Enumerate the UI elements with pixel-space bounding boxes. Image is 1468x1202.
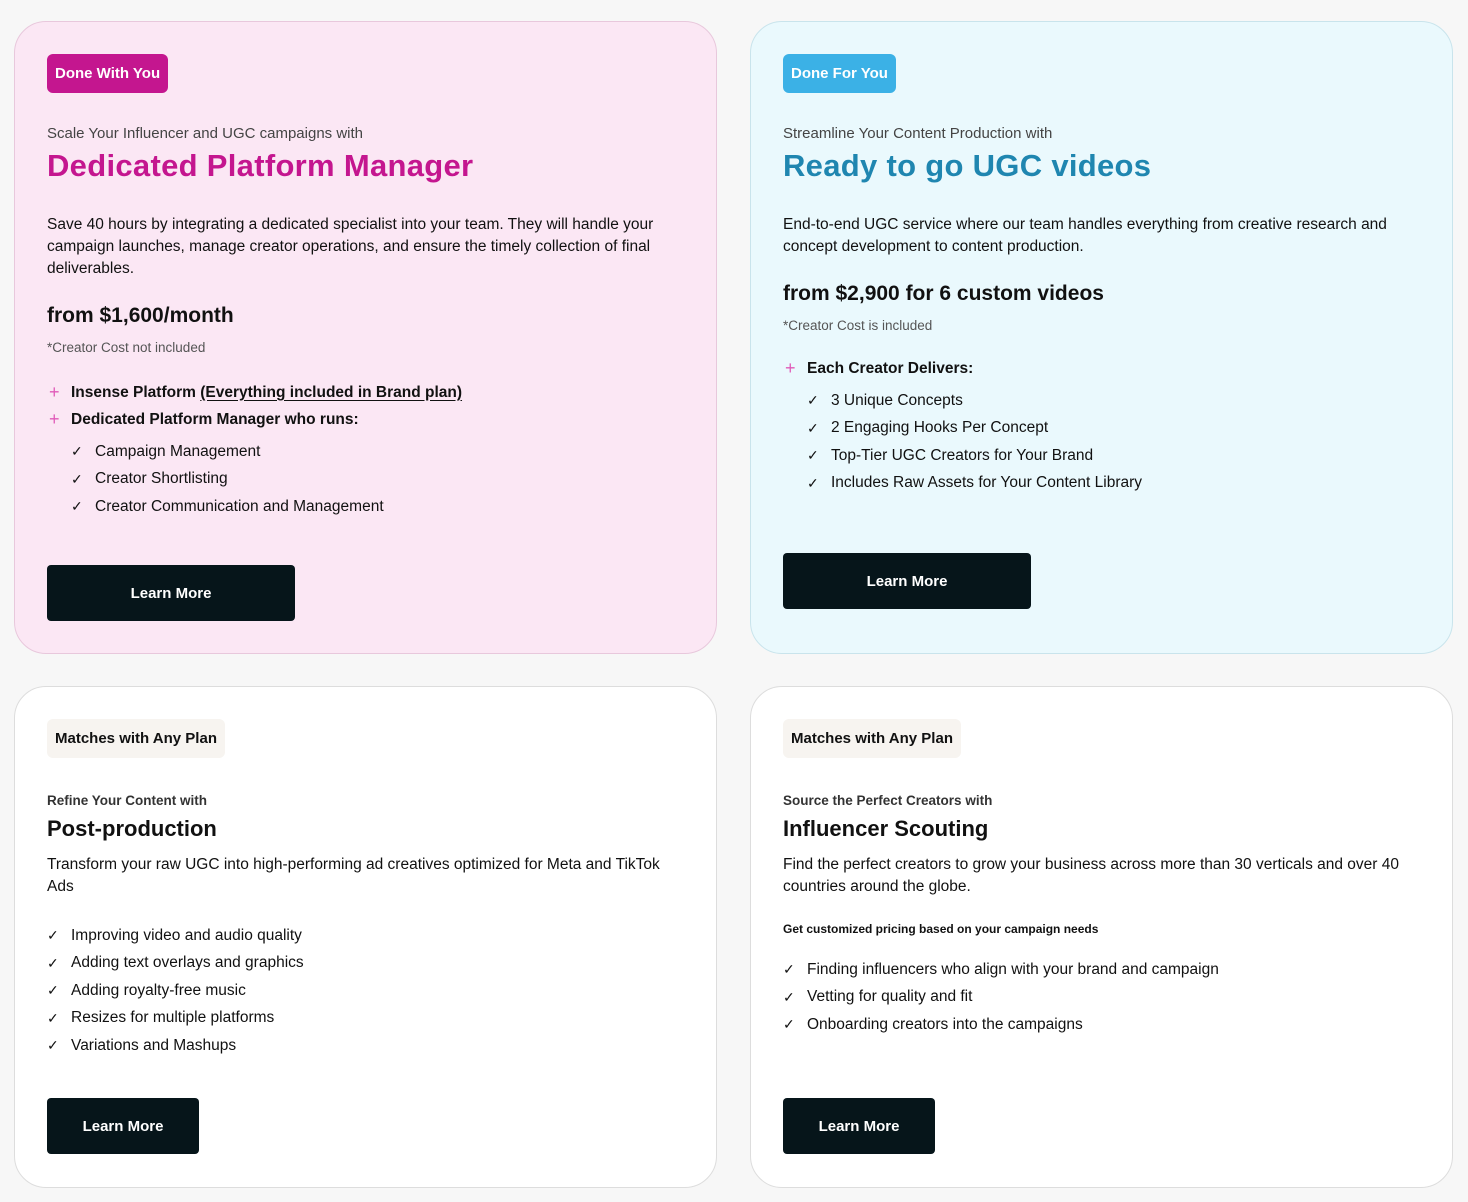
check-icon: ✓	[71, 498, 83, 515]
badge: Done With You	[47, 54, 168, 93]
check-icon: ✓	[807, 419, 819, 436]
plus-icon: +	[49, 409, 60, 429]
check-item: ✓ Campaign Management	[71, 442, 261, 460]
badge: Matches with Any Plan	[47, 719, 225, 758]
badge: Matches with Any Plan	[783, 719, 961, 758]
check-icon: ✓	[71, 470, 83, 487]
check-item: ✓ Adding text overlays and graphics	[47, 954, 304, 972]
card-title: Post-production	[47, 816, 217, 841]
check-item: ✓ Resizes for multiple platforms	[47, 1009, 275, 1027]
card-description: Find the perfect creators to grow your business across more than 30 verticals and over 40 countries around the globe.	[783, 856, 1399, 895]
brand-plan-link[interactable]: (Everything included in Brand plan)	[200, 383, 463, 401]
price-note: *Creator Cost not included	[47, 340, 206, 355]
check-item: ✓ Includes Raw Assets for Your Content Library	[807, 474, 1143, 492]
check-icon: ✓	[47, 982, 59, 999]
card-description: Transform your raw UGC into high-performing ad creatives optimized for Meta and TikTok Ads	[47, 856, 660, 895]
check-icon: ✓	[47, 1009, 59, 1026]
card-done-for-you	[750, 21, 1453, 654]
learn-more-button[interactable]: Learn More	[783, 1098, 935, 1154]
badge: Done For You	[783, 54, 896, 93]
check-icon: ✓	[807, 447, 819, 464]
card-title: Ready to go UGC videos	[783, 148, 1152, 183]
card-pretitle: Refine Your Content with	[47, 793, 207, 808]
check-icon: ✓	[71, 443, 83, 460]
card-post-production	[14, 686, 717, 1188]
price: from $2,900 for 6 custom videos	[783, 282, 1104, 305]
plus-item: + Each Creator Delivers:	[785, 358, 974, 378]
check-item: ✓ Improving video and audio quality	[47, 926, 302, 944]
check-item: ✓ Adding royalty-free music	[47, 981, 246, 999]
check-icon: ✓	[783, 1016, 795, 1033]
card-pretitle: Scale Your Influencer and UGC campaigns with	[47, 125, 364, 142]
check-icon: ✓	[47, 954, 59, 971]
price-note: *Creator Cost is included	[783, 318, 933, 333]
learn-more-button[interactable]: Learn More	[783, 553, 1031, 609]
plus-item: + Dedicated Platform Manager who runs:	[49, 409, 359, 429]
card-influencer-scouting	[750, 686, 1453, 1188]
check-item: ✓ Onboarding creators into the campaigns	[783, 1015, 1083, 1033]
check-item: ✓ Creator Communication and Management	[71, 497, 384, 515]
check-item: ✓ Creator Shortlisting	[71, 470, 228, 488]
card-description: End-to-end UGC service where our team handles everything from creative research and concept development to content production.	[783, 216, 1387, 255]
check-item: ✓ Variations and Mashups	[47, 1036, 237, 1054]
check-item: ✓ 3 Unique Concepts	[807, 391, 963, 409]
card-title: Influencer Scouting	[783, 816, 989, 841]
check-item: ✓ Top-Tier UGC Creators for Your Brand	[807, 446, 1094, 464]
check-item: ✓ 2 Engaging Hooks Per Concept	[807, 419, 1049, 437]
check-icon: ✓	[783, 988, 795, 1005]
card-title: Dedicated Platform Manager	[47, 148, 474, 183]
price: from $1,600/month	[47, 304, 234, 327]
card-pretitle: Source the Perfect Creators with	[783, 793, 993, 808]
pricing-note: Get customized pricing based on your campaign needs	[783, 922, 1099, 936]
card-description: Save 40 hours by integrating a dedicated specialist into your team. They will handle your campaign launches, manage creator operations, and ensure the timely collection of final deliverables.	[47, 216, 654, 277]
learn-more-button[interactable]: Learn More	[47, 1098, 199, 1154]
check-icon: ✓	[807, 392, 819, 409]
card-done-with-you	[14, 21, 717, 654]
check-icon: ✓	[47, 1037, 59, 1054]
check-item: ✓ Vetting for quality and fit	[783, 988, 973, 1006]
learn-more-button[interactable]: Learn More	[47, 565, 295, 621]
plus-icon: +	[785, 358, 796, 378]
plus-item: + Insense Platform (Everything included in Brand plan)	[49, 382, 463, 402]
check-icon: ✓	[783, 961, 795, 978]
plus-icon: +	[49, 382, 60, 402]
check-icon: ✓	[807, 474, 819, 491]
check-icon: ✓	[47, 927, 59, 944]
check-item: ✓ Finding influencers who align with your brand and campaign	[783, 960, 1219, 978]
card-pretitle: Streamline Your Content Production with	[783, 125, 1053, 142]
